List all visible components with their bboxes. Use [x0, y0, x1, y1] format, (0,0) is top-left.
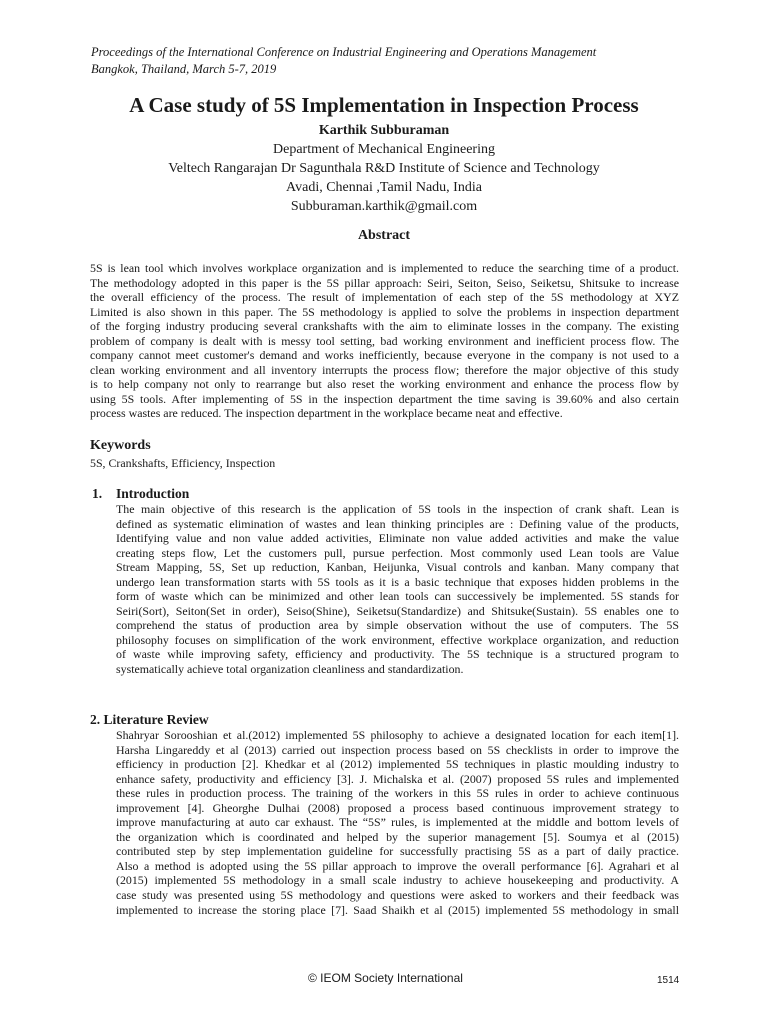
text-line: Identifying value and non value added activities, Eliminate non value added activities and make the value: [116, 531, 679, 546]
text-line: these rules in production process. The training of the workers in this 5S rules in order to achieve continuous: [116, 786, 679, 801]
text-line: form of waste which can be minimized and other lean tools can successively be implemented. 5S stands for: [116, 589, 679, 604]
text-line: Limited is also shown in this paper. The 5S methodology is applied to solve the problems in inspection department: [90, 304, 679, 319]
copyright-notice: © IEOM Society International: [308, 971, 463, 985]
text-line: improvement [4]. Gheorghe Dulhai (2008) proposed a process based continuous improvement strategy to: [116, 800, 679, 815]
literature-review-body: [116, 728, 679, 917]
keywords-heading: Keywords: [90, 438, 151, 453]
text-line: clean working environment and all inventory interrupts the process flow; therefore the major objective of this study: [90, 362, 679, 377]
text-line: process wastes are reduced. The inspection department in the workplace became neat and effective.: [90, 406, 563, 421]
paper-title: A Case study of 5S Implementation in Inspection Process: [129, 93, 639, 117]
text-line: defined as systematic elimination of wastes and lean thinking principles are : Defining value of the products,: [116, 516, 679, 531]
affiliation-city: Avadi, Chennai ,Tamil Nadu, India: [286, 180, 482, 195]
abstract-body: [90, 261, 679, 421]
author-email: Subburaman.karthik@gmail.com: [290, 199, 478, 214]
section-number: 1.: [92, 486, 103, 501]
introduction-body: [116, 502, 679, 677]
text-line: systematically achieve total organization cleanliness and standardization.: [116, 662, 464, 677]
affiliation-department: Department of Mechanical Engineering: [273, 142, 495, 157]
text-line: Also a method is adopted using the 5S pillar approach to improve the overall performance [6]. Agrahari et al: [116, 858, 679, 873]
text-line: efficiency in production [2]. Khedkar et al (2012) implemented 5S techniques in plastic moulding industry to: [116, 757, 679, 772]
text-line: the organization which is coordinated and helped by the superior management [5]. Soumya et al (2015): [116, 829, 679, 844]
conference-location: Bangkok, Thailand, March 5-7, 2019: [91, 62, 277, 76]
text-line: The main objective of this research is the application of 5S tools in the inspection of crank shaft. Lean is: [116, 502, 679, 516]
text-line: using 5S tools. After implementing of 5S in the inspection department the time saving is 39.60% and also certain: [90, 391, 679, 406]
page-number: 1514: [657, 975, 680, 986]
text-line: The methodology adopted in this paper is the 5S pillar approach: Seiri, Seiton, Seiso, Seiketsu, Shitsuke to increase: [90, 275, 679, 290]
literature-review-heading: 2. Literature Review: [90, 712, 209, 727]
text-line: Harsha Lingareddy et al (2013) carried out inspection process based on 5S checklists in order to improve the: [116, 742, 679, 757]
introduction-heading: [92, 486, 189, 502]
text-line: case study was presented using 5S methodology and questions were asked to workers and their feedback was: [116, 888, 679, 903]
conference-header: [91, 44, 711, 78]
text-line: undergo lean transformation starts with 5S tools as it is a basic technique that exposes hidden problems in the: [116, 574, 679, 589]
text-line: comprehend the status of production area by simple observation without the use of computers. The 5S: [116, 618, 679, 633]
author-block: [0, 121, 768, 216]
keywords-text: 5S, Crankshafts, Efficiency, Inspection: [90, 456, 276, 470]
text-line: (2015) implemented 5S methodology in a small scale industry to achieve housekeeping and productivity. A: [116, 873, 679, 888]
text-line: the overall efficiency of the process. The result of implementation of each step of the 5S methodology at XYZ: [90, 290, 679, 305]
text-line: philosophy focuses on simplification of the work environment, effective workplace organization, and reduction: [116, 632, 679, 647]
text-line: company cannot meet customer's demand and works inefficiently, because everyone in the company is not used to a: [90, 348, 679, 363]
affiliation-institute: Veltech Rangarajan Dr Sagunthala R&D Institute of Science and Technology: [168, 161, 600, 176]
text-line: contributed step by step implementation guideline for successfully practising 5S as a part of daily practice.: [116, 844, 679, 859]
text-line: Shahryar Sorooshian et al.(2012) implemented 5S philosophy to achieve a designated location for each item[1].: [116, 728, 679, 742]
text-line: enhance safety, productivity and efficiency [3]. J. Michalska et al. (2007) proposed 5S rules and implemented: [116, 771, 679, 786]
author-name: Karthik Subburaman: [318, 123, 450, 138]
conference-name: Proceedings of the International Conference on Industrial Engineering and Operations Management: [91, 45, 597, 59]
abstract-heading: Abstract: [357, 228, 411, 243]
text-line: is to help company not only to rearrange but also reset the working environment and enhance the process flow by: [90, 377, 679, 392]
text-line: 5S is lean tool which involves workplace organization and is implemented to reduce the searching time of a product.: [90, 261, 679, 275]
text-line: problem of company is dealt with is messy tool setting, bad working environment and inefficient process flow. The: [90, 333, 679, 348]
text-line: improve manufacturing at auto car exhaust. The “5S” rules, is implemented at the middle and bottom levels of: [116, 815, 679, 830]
text-line: Stream Mapping, 5S, Set up reduction, Kanban, Heijunka, Visual controls and kanban. Many company that: [116, 560, 679, 575]
text-line: of the forging industry producing several crankshafts with the aim to eliminate losses in the company. The existing: [90, 319, 679, 334]
text-line: Seiri(Sort), Seiton(Set in order), Seiso(Shine), Seiketsu(Standardize) and Shitsuke(Sustain). 5S enables one to: [116, 603, 679, 618]
text-line: of waste while improving safety, efficiency and productivity. The 5S technique is a structured program to: [116, 647, 679, 662]
section-title: Introduction: [116, 486, 190, 501]
text-line: implemented to increase the storing place [7]. Saad Shaikh et al (2015) implemented 5S methodology in small: [116, 902, 679, 917]
text-line: creating steps flow, Let the customers pull, pursue perfection. Most commonly used Lean tools are Value: [116, 545, 679, 560]
